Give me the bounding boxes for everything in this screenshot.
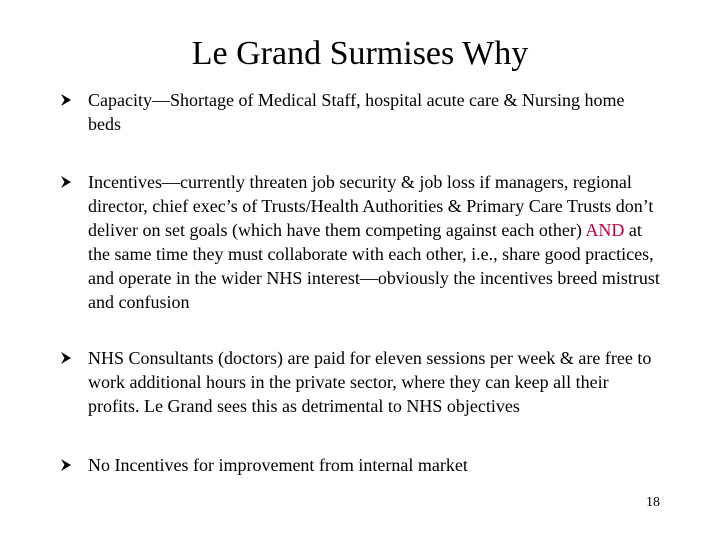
bullet-item-no-incentives [60,453,660,477]
bullet-text: Capacity—Shortage of Medical Staff, hospital acute care & Nursing home beds [88,90,625,134]
arrowhead-bullet-icon [60,170,86,194]
arrowhead-bullet-icon [60,453,86,477]
arrowhead-bullet-icon [60,88,86,112]
highlight-and: AND [585,220,625,240]
bullet-text [88,170,660,314]
slide-title: Le Grand Surmises Why [191,35,529,72]
bullet-text-before: Incentives—currently threaten job security & job loss if managers, regional director, chief exec’s of Trusts/Health Authorities & Primary Care Trusts don’t deliver on set goals (which have them competing against each other) [88,172,654,240]
bullet-text-after: at the same time they must collaborate with each other, i.e., share good practices, and operate in the wider NHS interest—obviously the incentives breed mistrust and confusion [88,220,660,312]
bullet-item-capacity [60,88,660,136]
bullet-item-incentives [60,170,660,314]
bullet-text: NHS Consultants (doctors) are paid for eleven sessions per week & are free to work additional hours in the private sector, where they can keep all their profits. Le Grand sees this as detrimental to NHS objectives [88,348,652,416]
arrowhead-bullet-icon [60,346,86,370]
bullet-item-consultants [60,346,660,418]
page-number: 18 [646,495,660,510]
bullet-text: No Incentives for improvement from internal market [88,455,468,475]
